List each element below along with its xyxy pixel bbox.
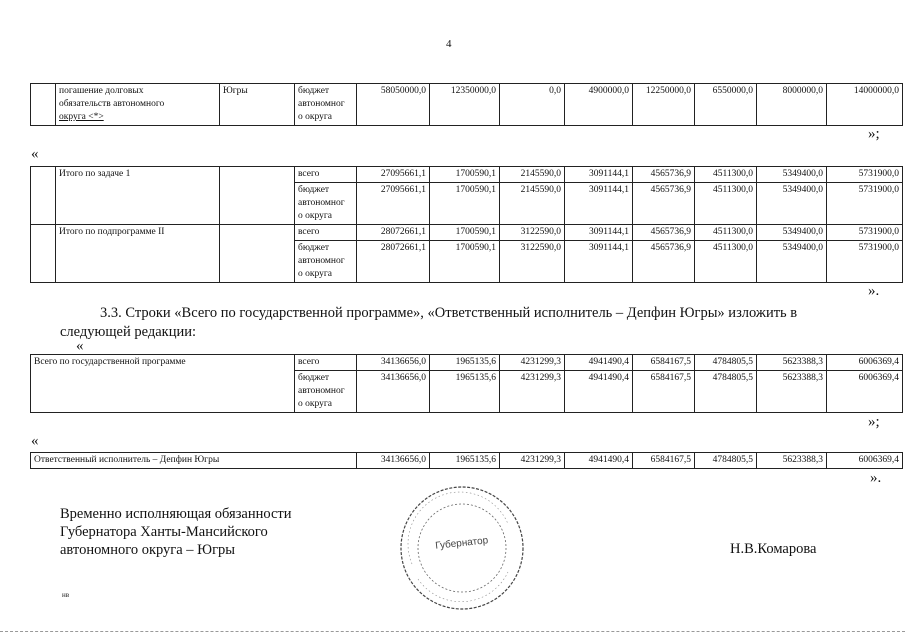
value-cell: 6006369,4 xyxy=(827,371,903,413)
value-cell: 6584167,5 xyxy=(633,355,695,371)
value-cell: 5623388,3 xyxy=(757,355,827,371)
document-initials: нв xyxy=(62,591,70,599)
row-description: погашение долговых обязательств автономного округа <*> xyxy=(56,84,220,126)
signature-block: Временно исполняющая обязанности Губернатора Ханты-Мансийского автономного округа – Югры xyxy=(60,506,292,558)
value-cell: 4231299,3 xyxy=(500,371,565,413)
table-row xyxy=(31,453,903,469)
totals-table xyxy=(30,166,903,283)
value-cell: 5731900,0 xyxy=(827,183,903,225)
value-cell: 6006369,4 xyxy=(827,355,903,371)
value-cell: 6006369,4 xyxy=(827,453,903,469)
value-cell: 1700590,1 xyxy=(430,183,500,225)
value-cell: 1700590,1 xyxy=(430,167,500,183)
executor-title: Ответственный исполнитель – Депфин Югры xyxy=(31,453,357,469)
value-cell: 6584167,5 xyxy=(633,371,695,413)
value-cell: 1700590,1 xyxy=(430,241,500,283)
value-cell: 5349400,0 xyxy=(757,241,827,283)
table-row xyxy=(31,84,903,126)
value-cell: 3091144,1 xyxy=(565,225,633,241)
row-number-cell xyxy=(31,225,56,283)
value-cell: 2145590,0 xyxy=(500,167,565,183)
value-cell: 5731900,0 xyxy=(827,241,903,283)
opening-quote: « xyxy=(31,146,39,162)
value-cell: 4900000,0 xyxy=(565,84,633,126)
value-cell: 5731900,0 xyxy=(827,167,903,183)
value-cell: 4231299,3 xyxy=(500,453,565,469)
value-cell: 4511300,0 xyxy=(695,183,757,225)
responsible-executor xyxy=(220,167,295,225)
table-row xyxy=(31,355,903,371)
value-cell: 1700590,1 xyxy=(430,225,500,241)
value-cell: 34136656,0 xyxy=(357,371,430,413)
value-cell: 34136656,0 xyxy=(357,355,430,371)
program-title: Всего по государственной программе xyxy=(31,355,295,413)
row-number-cell xyxy=(31,84,56,126)
value-cell: 28072661,1 xyxy=(357,225,430,241)
value-cell: 4941490,4 xyxy=(565,371,633,413)
value-cell: 1965135,6 xyxy=(430,371,500,413)
value-cell: 4941490,4 xyxy=(565,453,633,469)
funding-source: бюджет автономног о округа xyxy=(295,84,357,126)
value-cell: 3091144,1 xyxy=(565,167,633,183)
signatory-name: Н.В.Комарова xyxy=(730,541,817,557)
value-cell: 27095661,1 xyxy=(357,183,430,225)
value-cell: 6550000,0 xyxy=(695,84,757,126)
value-cell: 34136656,0 xyxy=(357,453,430,469)
funding-source: всего xyxy=(295,225,357,241)
value-cell: 4784805,5 xyxy=(695,355,757,371)
value-cell: 6584167,5 xyxy=(633,453,695,469)
value-cell: 4941490,4 xyxy=(565,355,633,371)
value-cell: 4511300,0 xyxy=(695,225,757,241)
funding-source: всего xyxy=(295,167,357,183)
value-cell: 5623388,3 xyxy=(757,453,827,469)
value-cell: 27095661,1 xyxy=(357,167,430,183)
row-number-cell xyxy=(31,167,56,225)
funding-source: бюджет автономног о округа xyxy=(295,371,357,413)
scan-edge-divider xyxy=(0,631,905,632)
value-cell: 5349400,0 xyxy=(757,225,827,241)
value-cell: 58050000,0 xyxy=(357,84,430,126)
value-cell: 14000000,0 xyxy=(827,84,903,126)
group-title: Итого по задаче 1 xyxy=(56,167,220,225)
value-cell: 5349400,0 xyxy=(757,183,827,225)
value-cell: 4565736,9 xyxy=(633,183,695,225)
value-cell: 4784805,5 xyxy=(695,453,757,469)
value-cell: 1965135,6 xyxy=(430,355,500,371)
value-cell: 5623388,3 xyxy=(757,371,827,413)
amendment-paragraph: 3.3. Строки «Всего по государственной программе», «Ответственный исполнитель – Депфин Югры» изложить в следующей редакции: xyxy=(60,305,798,340)
value-cell: 3122590,0 xyxy=(500,225,565,241)
closing-quote: »; xyxy=(868,126,880,142)
official-stamp xyxy=(398,484,526,612)
page-number: 4 xyxy=(446,38,452,50)
value-cell: 4231299,3 xyxy=(500,355,565,371)
funding-source: всего xyxy=(295,355,357,371)
funding-source: бюджет автономног о округа xyxy=(295,241,357,283)
responsible-executor xyxy=(220,225,295,283)
value-cell: 12350000,0 xyxy=(430,84,500,126)
value-cell: 1965135,6 xyxy=(430,453,500,469)
value-cell: 5349400,0 xyxy=(757,167,827,183)
value-cell: 3122590,0 xyxy=(500,241,565,283)
opening-quote: « xyxy=(31,433,39,449)
debt-repayment-table xyxy=(30,83,903,126)
value-cell: 3091144,1 xyxy=(565,183,633,225)
stamp-text: Губернатор xyxy=(434,535,489,552)
value-cell: 5731900,0 xyxy=(827,225,903,241)
program-total-table xyxy=(30,354,903,413)
funding-source: бюджет автономног о округа xyxy=(295,183,357,225)
responsible-executor: Югры xyxy=(220,84,295,126)
table-row xyxy=(31,225,903,241)
value-cell: 0,0 xyxy=(500,84,565,126)
value-cell: 8000000,0 xyxy=(757,84,827,126)
value-cell: 28072661,1 xyxy=(357,241,430,283)
value-cell: 3091144,1 xyxy=(565,241,633,283)
responsible-executor-table xyxy=(30,452,903,469)
value-cell: 4511300,0 xyxy=(695,241,757,283)
opening-quote: « xyxy=(76,338,84,354)
value-cell: 2145590,0 xyxy=(500,183,565,225)
value-cell: 12250000,0 xyxy=(633,84,695,126)
value-cell: 4565736,9 xyxy=(633,241,695,283)
closing-quote: ». xyxy=(868,283,880,299)
value-cell: 4565736,9 xyxy=(633,167,695,183)
value-cell: 4784805,5 xyxy=(695,371,757,413)
table-row xyxy=(31,167,903,183)
closing-quote: ». xyxy=(870,470,882,486)
value-cell: 4511300,0 xyxy=(695,167,757,183)
group-title: Итого по подпрограмме II xyxy=(56,225,220,283)
closing-quote: »; xyxy=(868,414,880,430)
value-cell: 4565736,9 xyxy=(633,225,695,241)
